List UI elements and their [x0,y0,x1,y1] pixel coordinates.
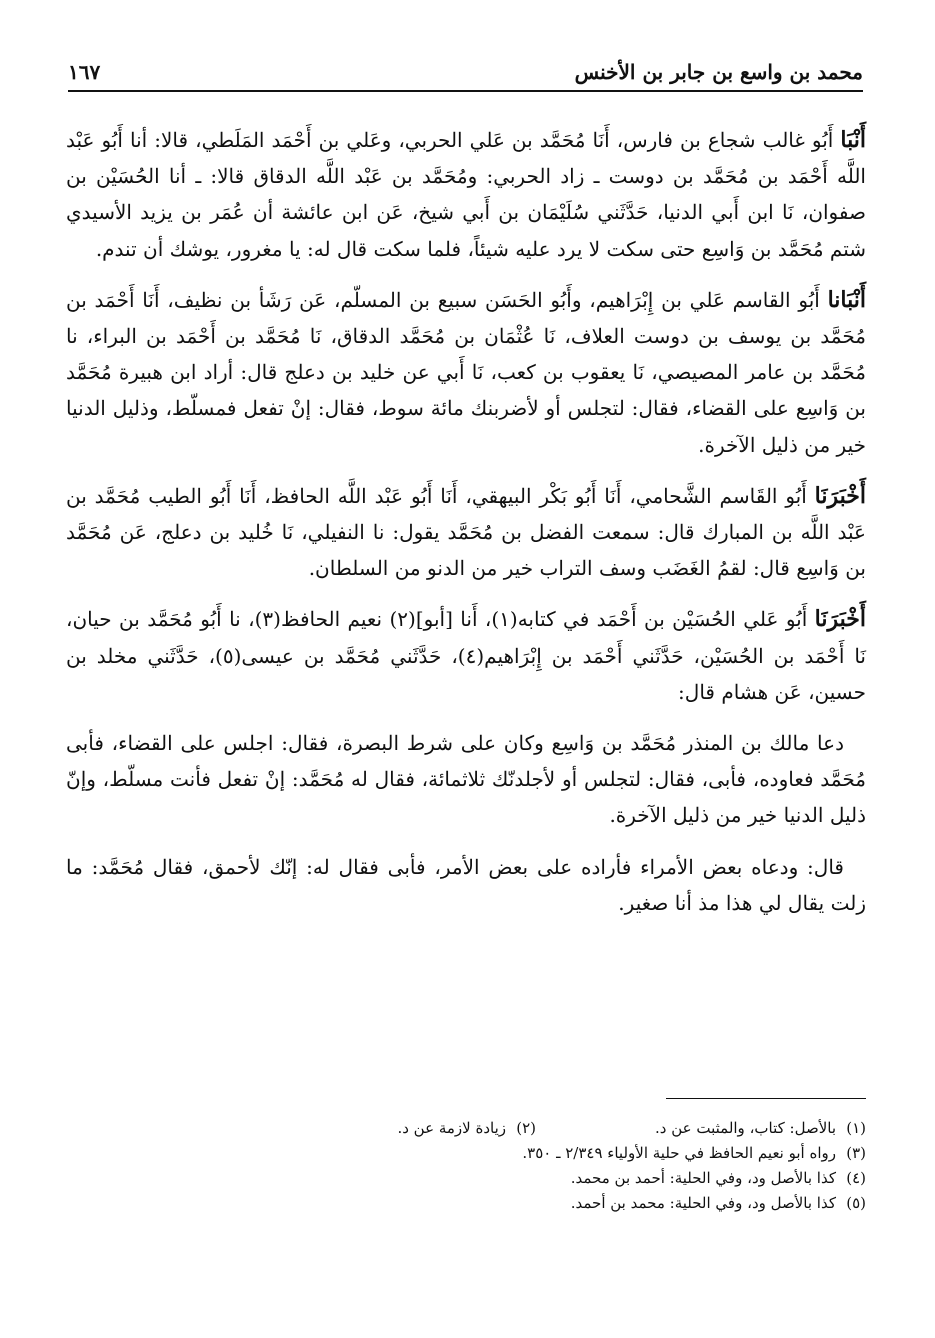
footnote-text: رواه أبو نعيم الحافظ في حلية الأولياء ٢/٣٤٩ ـ ٣٥٠. [522,1144,836,1162]
isnad-lead-word: أَنْبَا [840,127,866,153]
paragraph-text: قال: ودعاه بعض الأمراء فأراده على بعض الأمر، فأبى فقال له: إنّك لأحمق، فقال مُحَمَّد: ما زلت يقال لي هذا مذ أنا صغير. [66,854,866,915]
footnote-number: (٣) [846,1144,866,1162]
footnote-4 [536,1166,866,1191]
footnote-row [66,1166,866,1191]
page-header [68,52,863,92]
paragraph [66,122,866,267]
footnote-row [66,1141,866,1166]
paragraph [66,849,866,921]
footnote-separator [666,1098,866,1099]
paragraph-text: دعا مالك بن المنذر مُحَمَّد بن وَاسِع وكان على شرط البصرة، فقال: اجلس على القضاء، فأبى مُحَمَّد فعاوده، فأبى، فقال: لتجلس أو لأجلدنّك ثلاثمائة، فقال له مُحَمَّد: إنْ تفعل فأنت مسلّط، وإنّ ذليل الدنيا خير من ذليل الآخرة. [66,731,866,828]
footnote-1 [536,1116,866,1141]
page-number: ١٦٧ [68,60,101,84]
footnotes [66,1116,866,1216]
paragraph [66,478,866,587]
isnad-lead-word: أَنْبَانا [827,286,866,313]
footnote-row [66,1116,866,1141]
running-head: محمد بن واسع بن جابر بن الأخنس [574,60,863,84]
footnote-text: كذا بالأصل ود، وفي الحلية: أحمد بن محمد. [570,1169,836,1187]
footnote-number: (١) [846,1119,866,1137]
paragraph [66,282,866,463]
footnote-row [66,1191,866,1216]
paragraph-text: أَبُو القاسم عَلي بن إِبْرَاهيم، وأَبُو الحَسَن سبيع بن المسلّم، عَن رَشَأ بن نظيف، أَنَا أَحْمَد بن مُحَمَّد بن يوسف بن دوست العلاف، نَا عُثْمَان بن مُحَمَّد الدقاق، نَا مُحَمَّد بن أَحْمَد بن البراء، نا مُحَمَّد بن عامر المصيصي، نَا يعقوب بن كعب، نَا أَبي عن خليد بن دعلج قال: أراد ابن هبيرة مُحَمَّد بن وَاسِع على القضاء، فقال: لتجلس أو لأضربنك مائة سوط، فقال: إنْ تفعل فمسلّط، وذليل الدنيا خير من ذليل الآخرة. [66,287,866,457]
footnote-text: كذا بالأصل ود، وفي الحلية: محمد بن أحمد. [570,1194,836,1212]
paragraph-text: أَبُو غالب شجاع بن فارس، أَنَا مُحَمَّد بن عَلي الحربي، وعَلي بن أَحْمَد المَلَطي، قالا: أنا أَبُو عَبْد اللَّه أَحْمَد بن مُحَمَّد بن دوست ـ زاد الحربي: ومُحَمَّد بن عَبْد اللَّه الدقاق قالا: ـ أنا الحُسَيْن بن صفوان، نَا ابن أَبي الدنيا، حَدَّثَني سُلَيْمَان بن أَبي شيخ، عَن ابن عائشة أن عُمَر بن يزيد الأسيدي شتم مُحَمَّد بن وَاسِع حتى سكت لا يرد عليه شيئاً، فلما سكت قال له: يا مغرور، يوشك أن تندم. [66,128,866,261]
footnote-number: (٢) [516,1119,536,1137]
paragraph-text: أَبُو القَاسم الشَّحامي، أَنَا أَبُو بَكْر البيهقي، أَنَا أَبُو عَبْد اللَّه الحافظ، أَنَا أَبُو الطيب مُحَمَّد بن عَبْد اللَّه بن المبارك قال: سمعت الفضل بن مُحَمَّد يقول: نا النفيلي، نَا خُليد بن دعلج، عَن مُحَمَّد بن وَاسِع قال: لقمُ الغَضَب وسف التراب خير من الدنو من السلطان. [66,483,866,581]
footnote-number: (٥) [846,1194,866,1212]
isnad-lead-word: أَخْبَرَنَا [814,482,866,509]
isnad-lead-word: أَخْبَرَنَا [814,606,866,633]
footnote-3 [522,1141,866,1166]
main-text [66,122,866,936]
footnote-2 [206,1116,536,1141]
paragraph [66,601,866,710]
paragraph-text: أَبُو عَلي الحُسَيْن بن أَحْمَد في كتابه(١)، أَنا [أبو](٢) نعيم الحافظ(٣)، نا أَبُو مُحَمَّد بن حيان، نَا أَحْمَد بن الحُسَيْن، حَدَّثَني أَحْمَد بن إِبْرَاهيم(٤)، حَدَّثَني مُحَمَّد بن عيسى(٥)، حَدَّثَني مخلد بن حسين، عَن هشام قال: [66,607,866,704]
footnote-number: (٤) [846,1169,866,1187]
paragraph [66,725,866,834]
footnote-5 [536,1191,866,1216]
footnote-text: زيادة لازمة عن د. [397,1119,506,1137]
footnote-text: بالأصل: كتاب، والمثبت عن د. [655,1119,836,1137]
